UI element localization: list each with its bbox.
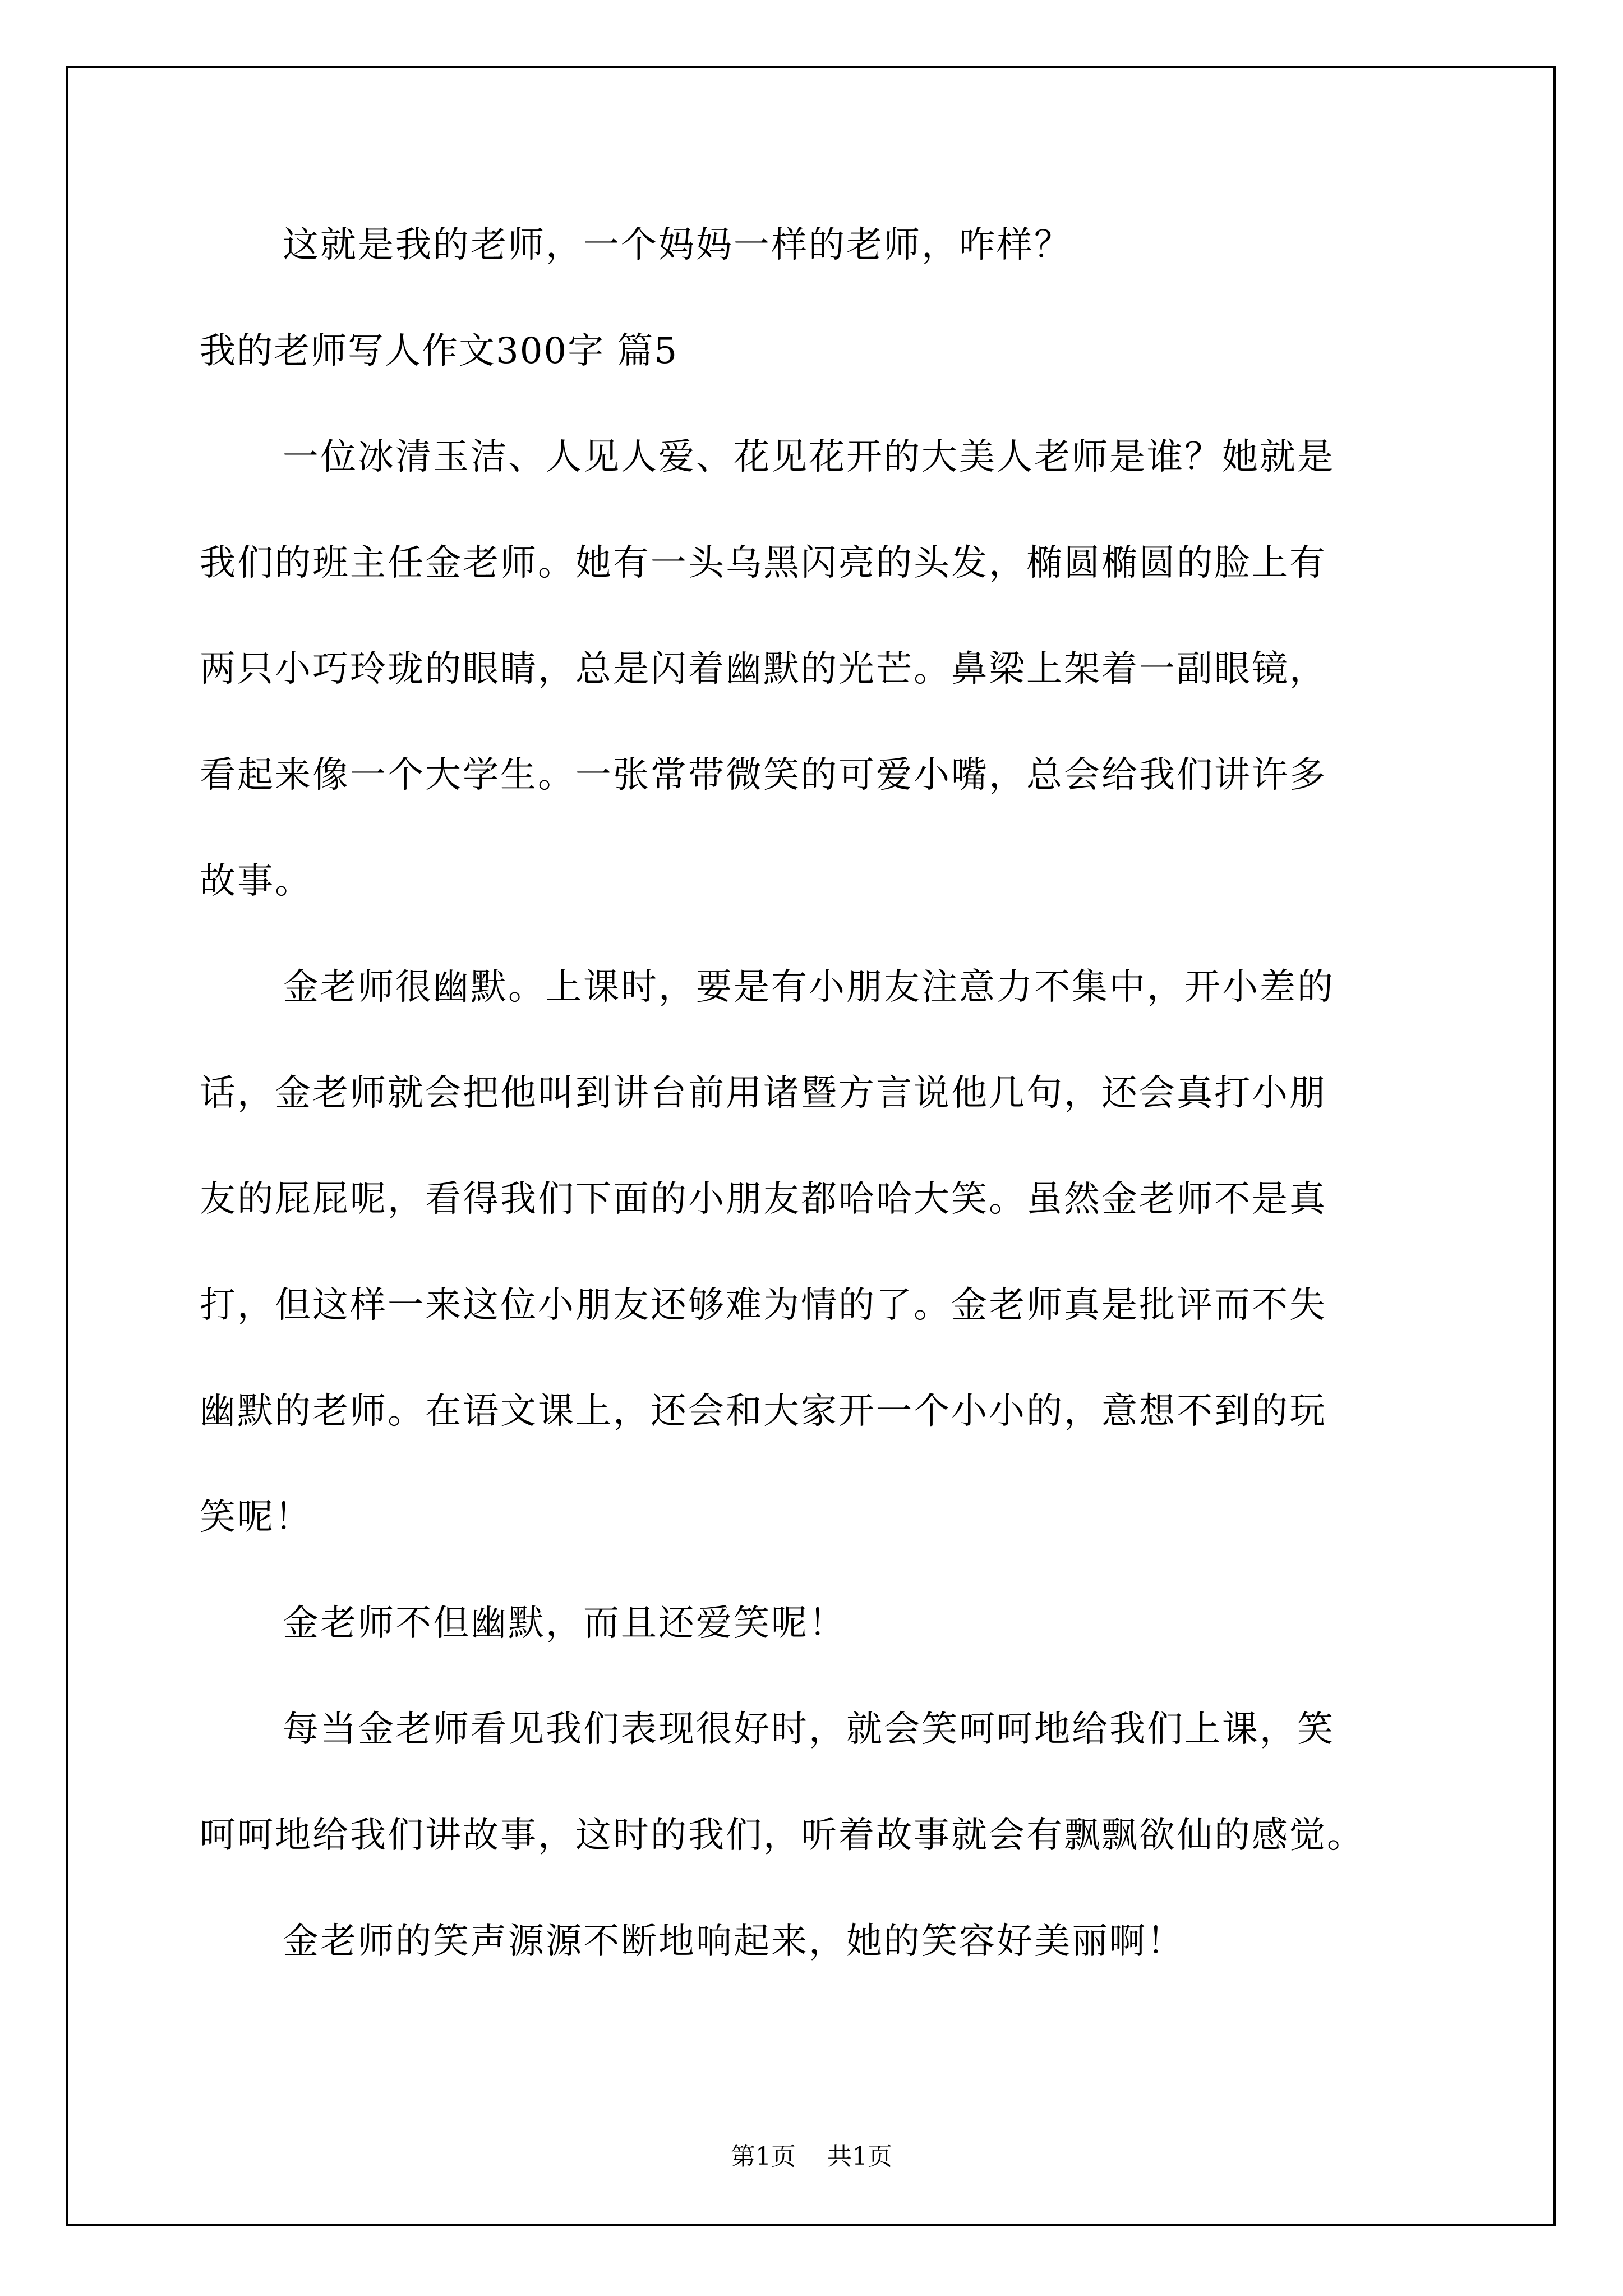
paragraph-line: 友的屁屁呢，看得我们下面的小朋友都哈哈大笑。虽然金老师不是真 (200, 1179, 1327, 1220)
paragraph-line: 笑呢！ (200, 1497, 312, 1538)
paragraph-line: 打，但这样一来这位小朋友还够难为情的了。金老师真是批评而不失 (200, 1285, 1327, 1326)
paragraph-line: 每当金老师看见我们表现很好时，就会笑呵呵地给我们上课，笑 (283, 1709, 1335, 1750)
paragraph-line: 我们的班主任金老师。她有一头乌黑闪亮的头发，椭圆椭圆的脸上有 (200, 542, 1327, 584)
paragraph-line: 金老师的笑声源源不断地响起来，她的笑容好美丽啊！ (283, 1921, 1184, 1962)
page-total: 共1页 (827, 2142, 892, 2171)
document-body (200, 219, 1428, 2021)
paragraph-line: 一位冰清玉洁、人见人爱、花见花开的大美人老师是谁？她就是 (283, 436, 1335, 478)
section-heading: 我的老师写人作文300字 篇5 (200, 330, 679, 372)
paragraph-line: 看起来像一个大学生。一张常带微笑的可爱小嘴，总会给我们讲许多 (200, 754, 1327, 796)
page-footer (0, 2140, 1623, 2174)
paragraph-line: 呵呵地给我们讲故事，这时的我们，听着故事就会有飘飘欲仙的感觉。 (200, 1815, 1364, 1856)
paragraph-line: 故事。 (200, 861, 312, 902)
paragraph-line: 两只小巧玲珑的眼睛，总是闪着幽默的光芒。鼻梁上架着一副眼镜， (200, 648, 1327, 690)
paragraph-line: 幽默的老师。在语文课上，还会和大家开一个小小的，意想不到的玩 (200, 1391, 1327, 1432)
paragraph-line: 金老师很幽默。上课时，要是有小朋友注意力不集中，开小差的 (283, 967, 1335, 1008)
paragraph-line: 这就是我的老师，一个妈妈一样的老师，咋样？ (283, 224, 1072, 266)
page-number: 第1页 (731, 2142, 796, 2171)
paragraph-line: 话，金老师就会把他叫到讲台前用诸暨方言说他几句，还会真打小朋 (200, 1073, 1327, 1114)
paragraph-line: 金老师不但幽默，而且还爱笑呢！ (283, 1603, 846, 1644)
